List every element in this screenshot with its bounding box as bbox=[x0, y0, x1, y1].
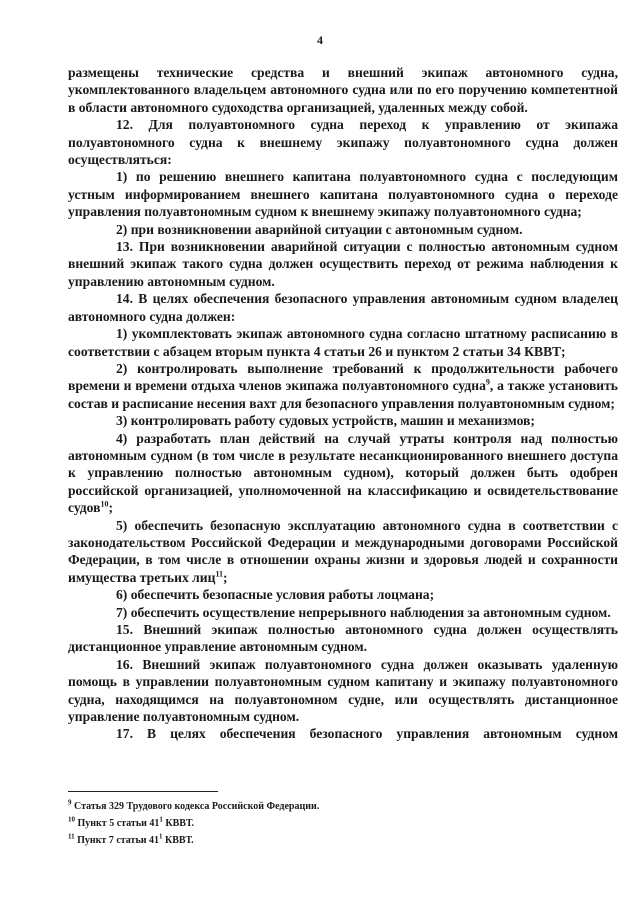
footnote-ref-11[interactable]: 11 bbox=[215, 569, 223, 579]
footnote-11-mark: 11 bbox=[68, 832, 75, 841]
footnote-9-text: Статья 329 Трудового кодекса Российской Федерации. bbox=[71, 801, 320, 812]
footnote-10-mark: 10 bbox=[68, 815, 75, 824]
paragraph-16: 16. Внешний экипаж полуавтономного судна должен оказывать удаленную помощь в управлении полуавтономным судном капитану и экипажу полуавтономного судна, находящимся на полуавтономном судне, или осуществлять дистанционное управление полуавтономным судном. bbox=[68, 656, 618, 725]
paragraph-12-item-1: 1) по решению внешнего капитана полуавтономного судна с последующим устным информированием внешнего капитана полуавтономного судна о переходе управления полуавтономным судном к внешнему экипажу полуавтономного судна; bbox=[68, 169, 618, 220]
footnote-ref-9[interactable]: 9 bbox=[485, 377, 490, 387]
paragraph-14-item-4 bbox=[68, 430, 618, 517]
footnote-9-mark: 9 bbox=[68, 798, 72, 807]
paragraph-12: 12. Для полуавтономного судна переход к управлению от экипажа полуавтономного судна к внешнему экипажу полуавтономного судна должен осуществляться: bbox=[68, 117, 618, 168]
paragraph-14-item-2-text-a: 2) контролировать выполнение требований к продолжительности рабочего времени и времени отдыха членов экипажа полуавтономного судна bbox=[68, 360, 618, 394]
footnote-11 bbox=[68, 832, 608, 849]
footnote-11-text-b: КВВТ. bbox=[162, 835, 194, 846]
document-body bbox=[68, 64, 618, 743]
footnote-10 bbox=[68, 815, 608, 832]
footnote-ref-10[interactable]: 10 bbox=[100, 499, 109, 509]
paragraph-14-item-7: 7) обеспечить осуществление непрерывного наблюдения за автономным судном. bbox=[116, 604, 611, 620]
paragraph-14-item-4-text-b: ; bbox=[108, 500, 114, 516]
footnote-10-text-a: Пункт 5 статьи 41 bbox=[75, 818, 160, 829]
footnote-10-text-b: КВВТ. bbox=[162, 818, 195, 829]
paragraph-14-item-4-text-a: 4) разработать план действий на случай утраты контроля над полностью автономным судном (в том числе в результате несанкционированного внешнего доступа к управлению полностью автономным судном), который должен быть одобрен российской организацией, уполномоченной на классификацию и освидетельствование судов bbox=[68, 430, 618, 516]
paragraph-15: 15. Внешний экипаж полностью автономного судна должен осуществлять дистанционное управление автономным судном. bbox=[68, 622, 618, 655]
footnote-11-sup: 1 bbox=[159, 832, 163, 841]
footnote-11-text-a: Пункт 7 статьи 41 bbox=[74, 835, 160, 846]
paragraph-13: 13. При возникновении аварийной ситуации с полностью автономным судном внешний экипаж такого судна должен осуществить переход от режима наблюдения к управлению автономным судном. bbox=[68, 239, 618, 289]
footnote-separator bbox=[68, 791, 218, 792]
paragraph-12-item-2: 2) при возникновении аварийной ситуации с автономным судном. bbox=[116, 221, 523, 237]
paragraph-14-item-2-text-b: , а также установить состав и расписание несения вахт для безопасного управления полуавтономным судном; bbox=[68, 378, 619, 411]
paragraph-14-item-5-text-b: ; bbox=[223, 569, 228, 585]
paragraph-14-item-1: 1) укомплектовать экипаж автономного судна согласно штатному расписанию в соответствии с абзацем вторым пункта 4 статьи 26 и пунктом 2 статьи 34 КВВТ; bbox=[68, 326, 618, 359]
paragraph-14-item-5 bbox=[68, 517, 618, 587]
footnote-9 bbox=[68, 798, 608, 815]
paragraph-continuation: размещены технические средства и внешний экипаж автономного судна, укомплектованного владельцем автономного судна или по его поручению компетентной в области автономного судоходства организацией, удаленных между собой. bbox=[68, 65, 618, 115]
paragraph-17: 17. В целях обеспечения безопасного управления автономным судном bbox=[116, 726, 618, 742]
paragraph-14-item-3: 3) контролировать работу судовых устройств, машин и механизмов; bbox=[116, 413, 535, 429]
paragraph-14-item-2 bbox=[68, 360, 618, 412]
paragraph-14-item-6: 6) обеспечить безопасные условия работы лоцмана; bbox=[116, 587, 435, 603]
paragraph-14: 14. В целях обеспечения безопасного управления автономным судном владелец автономного судна должен: bbox=[68, 291, 618, 324]
page-number: 4 bbox=[317, 33, 323, 47]
footnotes-section bbox=[68, 798, 608, 849]
footnote-10-sup: 1 bbox=[159, 815, 163, 824]
paragraph-14-item-5-text-a: 5) обеспечить безопасную эксплуатацию автономного судна в соответствии с законодательством Российской Федерации и международными договорами Российской Федерации, в том числе в отношении охраны жизни и здоровья людей и сохранности имущества третьих лиц bbox=[68, 517, 618, 585]
